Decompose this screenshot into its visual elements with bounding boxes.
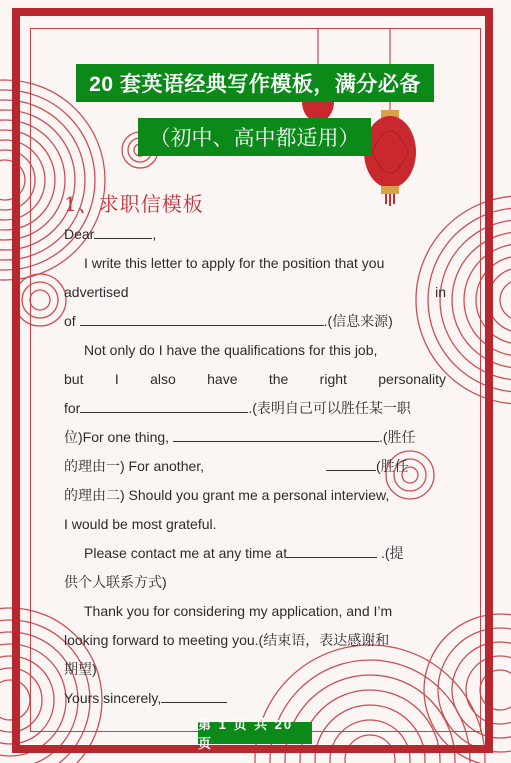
word-of: of [64,313,76,329]
qualification-blank [80,398,248,413]
closing-line [64,684,446,713]
paragraph-4-line-2: looking forward to meeting you.(结束语，表达感谢和 [64,632,390,648]
paragraph-1-line-1: I write this letter to apply for the position that you [84,255,385,271]
paragraph-2-line-4 [64,423,446,452]
word: but [64,371,84,387]
paragraph-2-line-2 [64,365,446,394]
paragraph-3-line-2: 供个人联系方式) [64,574,167,590]
page-title: 20 套英语经典写作模板，满分必备 [76,64,434,102]
word-advertised: advertised [64,284,129,300]
contact-label: Please contact me at any time at [84,545,288,561]
signature-blank [161,688,227,703]
greeting-line [64,220,446,249]
letter-body [64,220,446,713]
contact-blank [287,543,377,558]
reason-one-hint: .(胜任 [378,429,416,445]
paragraph-2-line-5 [64,452,446,481]
section-heading: 1、求职信模板 [64,192,204,216]
page-number-footer: 第 1 页 共 20 页 [198,722,312,744]
paragraph-1-line-2 [64,278,446,307]
word: have [207,371,238,387]
paragraph-4-line-1: Thank you for considering my application, and I’m [84,603,393,619]
paragraph-2-line-6: 的理由二) Should you grant me a personal interview, [64,487,390,503]
source-hint: .(信息来源) [323,313,393,329]
paragraph-1-line-3 [64,307,446,336]
qualification-hint: .(表明自己可以胜任某一职 [248,400,411,416]
contact-hint: .(提 [381,545,404,561]
greeting-comma: , [152,226,157,242]
word-for: for [64,400,81,416]
word: also [150,371,176,387]
reason-two-hint: (胜任 [375,458,409,474]
source-blank [80,311,324,326]
greeting-text: Dear [64,226,95,242]
reason-two-label: 的理由一) For another, [64,458,205,474]
reason-one-blank [173,427,379,442]
paragraph-2-line-3 [64,394,446,423]
name-blank [94,224,152,239]
word: right [319,371,347,387]
paragraph-2-line-7: I would be most grateful. [64,516,217,532]
paragraph-2-line-1: Not only do I have the qualifications for this job, [84,342,378,358]
word: personality [378,371,446,387]
page-subtitle: （初中、高中都适用） [138,118,371,156]
reason-two-blank [326,456,376,471]
word-in: in [435,284,446,300]
word: I [114,371,119,387]
word: the [268,371,289,387]
paragraph-3-line-1 [64,539,446,568]
closing-text: Yours sincerely, [64,690,162,706]
paragraph-4-line-3: 期望) [64,661,97,677]
reason-one-label: 位)For one thing, [64,429,170,445]
